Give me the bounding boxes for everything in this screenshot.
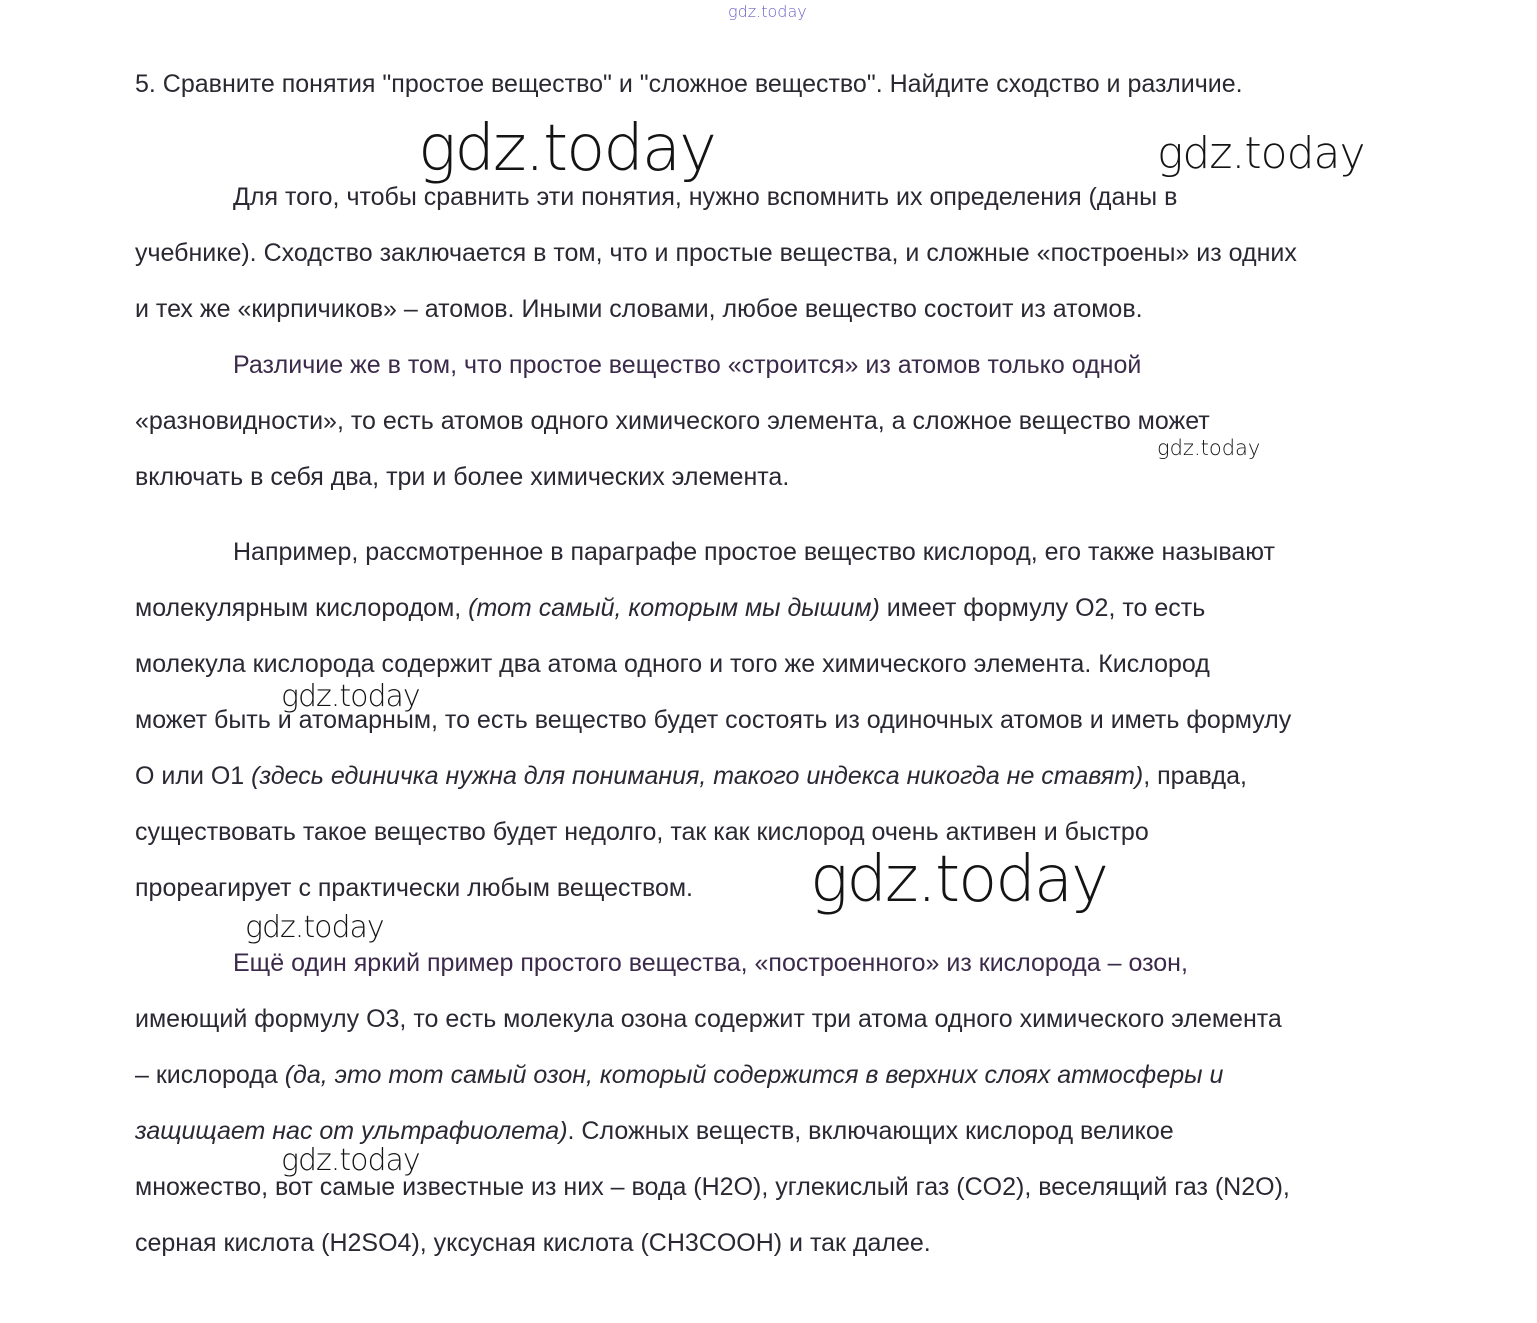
watermark-large-2: gdz.today [810, 843, 1107, 917]
paragraph-3-line-3: молекула кислорода содержит два атома одного и того же химического элемента. Кислород [135, 650, 1210, 678]
paragraph-3-line-6: существовать такое вещество будет недолго, так как кислород очень активен и быстро [135, 818, 1149, 846]
paragraph-2-line-3: включать в себя два, три и более химических элемента. [135, 463, 790, 491]
paragraph-3-line-7: прореагирует с практически любым веществом. [135, 874, 693, 902]
paragraph-3-line-2-start: молекулярным кислородом, [135, 594, 469, 622]
watermark-large-1: gdz.today [418, 112, 715, 186]
paragraph-4-line-2: имеющий формулу O3, то есть молекула озона содержит три атома одного химического элемента [135, 1005, 1282, 1033]
paragraph-4-line-5: множество, вот самые известные из них – вода (H2O), углекислый газ (CO2), веселящий газ (N2O), [135, 1173, 1290, 1201]
paragraph-1-line-3: и тех же «кирпичиков» – атомов. Иными словами, любое вещество состоит из атомов. [135, 295, 1143, 323]
paragraph-2-line-2: «разновидности», то есть атомов одного химического элемента, а сложное вещество может [135, 407, 1210, 435]
watermark-small-4: gdz.today [281, 1143, 420, 1178]
paragraph-1-line-2: учебнике). Сходство заключается в том, что и простые вещества, и сложные «построены» из одних [135, 239, 1297, 267]
paragraph-3-line-5 [135, 760, 1247, 792]
paragraph-3-line-1: Например, рассмотренное в параграфе простое вещество кислород, его также называют [233, 538, 1275, 566]
paragraph-2-line-1: Различие же в том, что простое вещество «строится» из атомов только одной [233, 351, 1142, 379]
paragraph-4-line-1: Ещё один яркий пример простого вещества, «построенного» из кислорода – озон, [233, 949, 1188, 977]
paragraph-3-line-4: может быть и атомарным, то есть вещество будет состоять из одиночных атомов и иметь формулу [135, 706, 1292, 734]
paragraph-3-line-5-start: O или O1 [135, 762, 252, 790]
site-watermark-top: gdz.today [728, 2, 807, 21]
paragraph-4-line-4-italic: защищает нас от ультрафиолета) [135, 1117, 568, 1145]
watermark-medium-1: gdz.today [1157, 128, 1365, 179]
watermark-small-3: gdz.today [245, 910, 384, 945]
paragraph-4-line-4-end: . Сложных веществ, включающих кислород великое [567, 1117, 1174, 1145]
paragraph-4-line-3 [135, 1059, 1223, 1091]
question-text: 5. Сравните понятия "простое вещество" и "сложное вещество". Найдите сходство и различие. [135, 70, 1243, 98]
paragraph-1-line-1: Для того, чтобы сравнить эти понятия, нужно вспомнить их определения (даны в [233, 183, 1178, 211]
watermark-small-2: gdz.today [281, 679, 420, 714]
watermark-small-1: gdz.today [1157, 436, 1261, 460]
paragraph-3-line-2-italic: (тот самый, которым мы дышим) [468, 594, 880, 622]
paragraph-3-line-5-end: , правда, [1143, 762, 1247, 790]
paragraph-4-line-3-italic: (да, это тот самый озон, который содержится в верхних слоях атмосферы и [284, 1061, 1224, 1089]
paragraph-4-line-3-start: – кислорода [135, 1061, 285, 1089]
paragraph-4-line-6: серная кислота (H2SO4), уксусная кислота (CH3COOH) и так далее. [135, 1229, 931, 1257]
paragraph-3-line-2 [135, 592, 1205, 624]
paragraph-3-line-2-end: имеет формулу O2, то есть [879, 594, 1206, 622]
paragraph-3-line-5-italic: (здесь единичка нужна для понимания, такого индекса никогда не ставят) [251, 762, 1144, 790]
